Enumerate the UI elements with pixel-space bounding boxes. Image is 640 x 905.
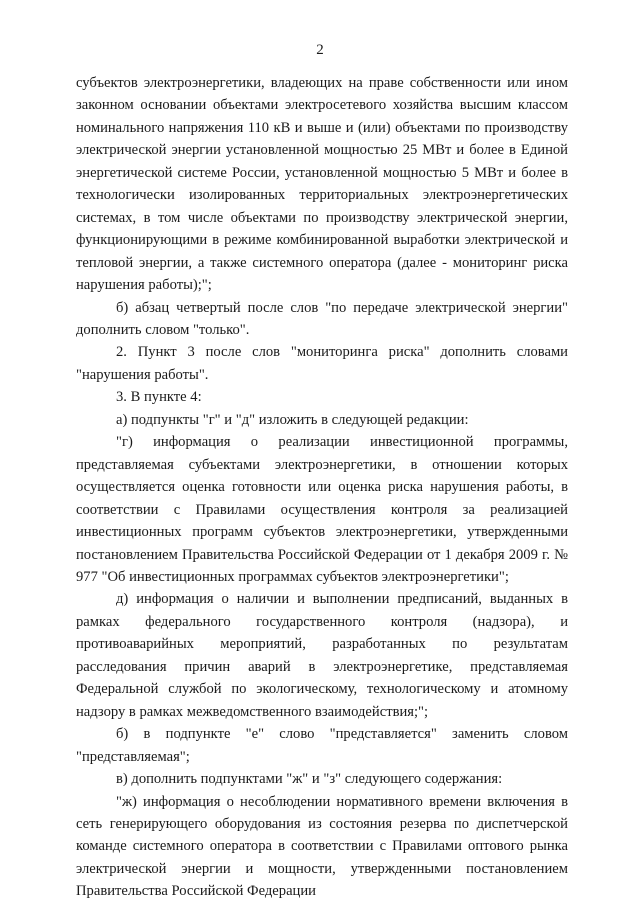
paragraph-subitem-b-second: б) в подпункте "е" слово "представляется" заменить словом "представляемая"; [76,726,568,765]
paragraph-subitem-g: "г) информация о реализации инвестиционной программы, представляемая субъектами электроэнергетики, в отношении которых осуществляется оценка готовности или оценка риска нарушения работы, в соответствии с Правилами осуществления контроля за реализацией инвестиционных программ субъектов электроэнергетики, утвержденными постановлением Правительства Российской Федерации от 1 декабря 2009 г. № 977 "Об инвестиционных программах субъектов электроэнергетики"; [76,434,568,585]
paragraph-subitem-d: д) информация о наличии и выполнении предписаний, выданных в рамках федерального государственного контроля (надзора), и противоаварийных мероприятий, разработанных по результатам расследования причин аварий в электроэнергетике, представляемая Федеральной службой по экологическому, технологическому и атомному надзору в рамках межведомственного взаимодействия;"; [76,591,568,720]
paragraph-subitem-b: б) абзац четвертый после слов "по передаче электрической энергии" дополнить словом "только". [76,299,568,338]
paragraph-item-3: 3. В пункте 4: [116,389,202,406]
paragraph-item-2: 2. Пункт 3 после слов "мониторинга риска" дополнить словами "нарушения работы". [76,344,568,383]
paragraph-subitem-v: в) дополнить подпунктами "ж" и "з" следующего содержания: [116,771,503,788]
page-number: 2 [316,42,324,58]
document-body [76,72,568,903]
paragraph-subitem-a: а) подпункты "г" и "д" изложить в следующей редакции: [116,411,469,428]
paragraph-continuation: субъектов электроэнергетики, владеющих на праве собственности или ином законном основании объектами электросетевого хозяйства высшим классом номинального напряжения 110 кВ и выше и (или) объектами по производству электрической энергии установленной мощностью 25 МВт и более в Единой энергетической системе России, установленной мощностью 5 МВт и более в технологически изолированных территориальных электроэнергетических системах, в том числе объектами по производству электрической энергии, функционирующими в режиме комбинированной выработки электрической и тепловой энергии, а также системного оператора (далее - мониторинг риска нарушения работы);"; [76,75,568,294]
paragraph-subitem-zh: "ж) информация о несоблюдении нормативного времени включения в сеть генерирующего оборудования из состояния резерва по диспетчерской команде системного оператора в соответствии с Правилами оптового рынка электрической энергии и мощности, утвержденными постановлением Правительства Российской Федерации [76,793,568,900]
